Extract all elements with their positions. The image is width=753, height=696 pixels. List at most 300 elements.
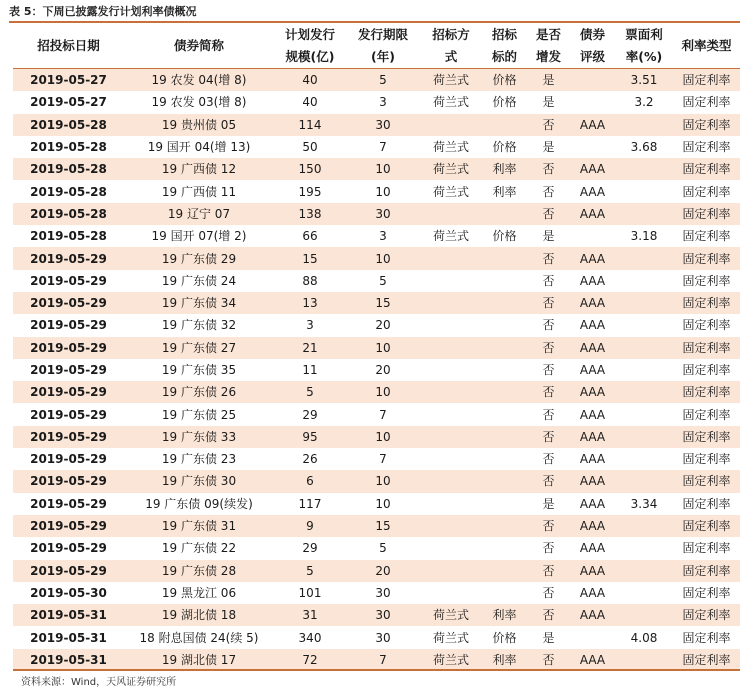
column-header [615, 24, 673, 69]
target-cell [482, 582, 527, 604]
term-cell: 3 [379, 95, 387, 110]
rate-type-cell: 固定利率 [673, 337, 740, 359]
rating-cell: AAA [579, 318, 606, 333]
date-cell: 2019-05-29 [30, 407, 107, 422]
rate-type-cell: 固定利率 [673, 203, 740, 225]
reissue-cell: 否 [527, 292, 570, 314]
table-row [13, 649, 740, 671]
bond-name-cell: 19 广东债 28 [124, 560, 274, 582]
target-cell: 价格 [492, 95, 517, 110]
size-cell: 26 [302, 452, 318, 467]
reissue-cell: 否 [542, 363, 555, 377]
coupon-cell [615, 426, 673, 448]
size-cell: 95 [274, 426, 346, 448]
size-cell: 88 [302, 273, 318, 288]
target-cell [482, 114, 527, 136]
reissue-cell: 是 [542, 95, 555, 110]
size-cell: 340 [298, 630, 322, 645]
bond-name-cell: 19 广东债 33 [124, 426, 274, 448]
rating-cell: AAA [579, 452, 606, 467]
method-cell: 荷兰式 [432, 140, 469, 155]
table-row [13, 493, 740, 515]
column-header [13, 24, 124, 69]
date-cell: 2019-05-29 [13, 560, 124, 582]
target-cell [482, 203, 527, 225]
coupon-cell [615, 337, 673, 359]
term-cell: 5 [379, 273, 387, 288]
coupon-cell [615, 180, 673, 202]
target-cell: 利率 [482, 158, 527, 180]
bond-name-cell: 19 广东债 23 [161, 452, 237, 467]
date-cell: 2019-05-31 [13, 604, 124, 626]
table-row [13, 314, 740, 336]
table-row [13, 381, 740, 403]
column-header-line1: 利率类型 [681, 38, 732, 53]
date-cell: 2019-05-27 [13, 69, 124, 92]
rate-type-cell: 固定利率 [673, 426, 740, 448]
coupon-cell [615, 515, 673, 537]
reissue-cell: 否 [542, 585, 555, 600]
term-cell: 10 [346, 158, 420, 180]
bond-name-cell: 18 附息国债 24(续 5) [139, 630, 259, 645]
table-row [13, 582, 740, 604]
target-cell: 价格 [492, 229, 517, 244]
column-header-line1: 招投标日期 [37, 38, 100, 53]
method-cell [420, 203, 482, 225]
date-cell: 2019-05-29 [13, 515, 124, 537]
method-cell [420, 448, 482, 470]
date-cell: 2019-05-29 [13, 426, 124, 448]
rate-type-cell: 固定利率 [673, 69, 740, 92]
column-header [124, 24, 274, 69]
bond-name-cell: 19 广东债 31 [124, 515, 274, 537]
date-cell: 2019-05-28 [30, 184, 107, 199]
size-cell: 9 [274, 515, 346, 537]
table-row [13, 247, 740, 269]
rating-cell: AAA [579, 496, 606, 511]
size-cell: 6 [274, 470, 346, 492]
reissue-cell: 否 [527, 560, 570, 582]
size-cell: 40 [302, 95, 318, 110]
rating-cell [570, 69, 615, 92]
reissue-cell: 否 [527, 426, 570, 448]
method-cell [420, 314, 482, 336]
bond-name-cell: 19 湖北债 17 [124, 649, 274, 671]
method-cell: 荷兰式 [420, 604, 482, 626]
date-cell: 2019-05-28 [13, 158, 124, 180]
term-cell: 10 [346, 470, 420, 492]
date-cell: 2019-05-28 [13, 203, 124, 225]
bottom-divider [13, 669, 740, 671]
date-cell: 2019-05-29 [30, 452, 107, 467]
coupon-cell [615, 359, 673, 381]
method-cell [420, 292, 482, 314]
target-cell [482, 493, 527, 515]
date-cell: 2019-05-31 [13, 649, 124, 671]
coupon-cell: 3.2 [634, 95, 654, 110]
coupon-cell: 4.08 [630, 630, 658, 645]
size-cell: 195 [298, 184, 322, 199]
term-cell: 7 [379, 140, 387, 155]
term-cell: 10 [346, 381, 420, 403]
date-cell: 2019-05-30 [30, 585, 107, 600]
reissue-cell: 否 [527, 247, 570, 269]
rate-type-cell: 固定利率 [682, 407, 731, 422]
reissue-cell: 否 [542, 318, 555, 333]
bond-name-cell: 19 国开 07(增 2) [151, 229, 247, 244]
column-header [482, 24, 527, 69]
table-row [13, 225, 740, 247]
method-cell [420, 560, 482, 582]
bond-name-cell: 19 湖北债 18 [124, 604, 274, 626]
size-cell: 138 [274, 203, 346, 225]
term-cell: 30 [375, 585, 391, 600]
method-cell: 荷兰式 [432, 184, 469, 199]
rate-type-cell: 固定利率 [673, 470, 740, 492]
rating-cell: AAA [570, 649, 615, 671]
table-row [13, 448, 740, 470]
term-cell: 5 [346, 69, 420, 92]
rate-type-cell: 固定利率 [682, 452, 731, 467]
rate-type-cell: 固定利率 [673, 604, 740, 626]
bond-name-cell: 19 广东债 34 [124, 292, 274, 314]
target-cell [482, 314, 527, 336]
column-header-line1: 计划发行 [284, 27, 335, 42]
method-cell [420, 114, 482, 136]
term-cell: 7 [379, 407, 387, 422]
method-cell: 荷兰式 [420, 158, 482, 180]
table-row [13, 270, 740, 292]
method-cell [420, 381, 482, 403]
size-cell: 101 [298, 585, 322, 600]
date-cell: 2019-05-29 [30, 496, 107, 511]
column-header [346, 24, 420, 69]
method-cell [420, 515, 482, 537]
reissue-cell: 否 [527, 604, 570, 626]
target-cell [482, 537, 527, 559]
rating-cell: AAA [570, 560, 615, 582]
column-header-line2: 式 [444, 49, 458, 64]
term-cell: 30 [346, 604, 420, 626]
reissue-cell: 否 [542, 184, 555, 199]
coupon-cell [615, 470, 673, 492]
bond-name-cell: 19 广东债 29 [124, 247, 274, 269]
table-row [13, 158, 740, 180]
method-cell [420, 493, 482, 515]
table-row [13, 537, 740, 559]
coupon-cell [615, 403, 673, 425]
column-header [570, 24, 615, 69]
coupon-cell [615, 381, 673, 403]
rating-cell: AAA [570, 292, 615, 314]
rating-cell: AAA [579, 273, 606, 288]
rate-type-cell: 固定利率 [673, 560, 740, 582]
target-cell: 价格 [492, 630, 517, 645]
target-cell [482, 359, 527, 381]
term-cell: 10 [375, 496, 391, 511]
table-row [13, 515, 740, 537]
date-cell: 2019-05-29 [30, 541, 107, 556]
coupon-cell [615, 247, 673, 269]
rating-cell: AAA [570, 114, 615, 136]
column-header-line1: 招标 [491, 27, 517, 42]
term-cell: 5 [379, 541, 387, 556]
column-header-line1: 债券 [579, 27, 605, 42]
rate-type-cell: 固定利率 [682, 363, 731, 377]
method-cell [420, 270, 482, 292]
bond-name-cell: 19 广东债 25 [161, 407, 237, 422]
rating-cell: AAA [570, 247, 615, 269]
date-cell: 2019-05-29 [30, 318, 107, 333]
bond-name-cell: 19 农发 03(增 8) [151, 95, 247, 110]
column-header-line1: 招标方 [432, 27, 470, 42]
method-cell [420, 470, 482, 492]
table-row [13, 359, 740, 381]
rating-cell: AAA [579, 407, 606, 422]
table-row [13, 292, 740, 314]
coupon-cell [615, 649, 673, 671]
coupon-cell: 3.51 [615, 69, 673, 92]
rate-type-cell: 固定利率 [673, 158, 740, 180]
term-cell: 7 [379, 452, 387, 467]
rating-cell [570, 225, 615, 247]
date-cell: 2019-05-29 [13, 381, 124, 403]
size-cell: 50 [302, 140, 318, 155]
term-cell: 10 [346, 426, 420, 448]
bond-name-cell: 19 辽宁 07 [124, 203, 274, 225]
bond-name-cell: 19 广西债 11 [161, 184, 237, 199]
target-cell: 利率 [492, 184, 517, 199]
term-cell: 10 [346, 337, 420, 359]
reissue-cell: 否 [542, 541, 555, 556]
date-cell: 2019-05-29 [13, 292, 124, 314]
target-cell [482, 515, 527, 537]
bond-name-cell: 19 广西债 12 [124, 158, 274, 180]
method-cell [420, 582, 482, 604]
size-cell: 3 [306, 318, 314, 333]
column-header-line2: 率(%) [625, 49, 663, 64]
coupon-cell: 3.18 [630, 229, 658, 244]
column-header-line2: 标的 [491, 49, 517, 64]
rate-type-cell: 固定利率 [673, 247, 740, 269]
target-cell [482, 560, 527, 582]
size-cell: 29 [302, 407, 318, 422]
size-cell: 150 [274, 158, 346, 180]
table-row [13, 69, 740, 92]
reissue-cell: 是 [542, 229, 555, 244]
coupon-cell [615, 203, 673, 225]
date-cell: 2019-05-28 [30, 229, 107, 244]
reissue-cell: 否 [527, 470, 570, 492]
target-cell: 利率 [482, 649, 527, 671]
term-cell: 30 [375, 630, 391, 645]
term-cell: 20 [346, 560, 420, 582]
coupon-cell [615, 270, 673, 292]
column-header [274, 24, 346, 69]
coupon-cell: 3.34 [630, 496, 658, 511]
reissue-cell: 否 [527, 337, 570, 359]
rating-cell: AAA [579, 184, 606, 199]
method-cell [420, 426, 482, 448]
bond-name-cell: 19 广东债 35 [161, 363, 237, 377]
table-title: 表 5：下周已披露发行计划利率债概况 [9, 5, 197, 18]
reissue-cell: 是 [542, 496, 555, 511]
size-cell: 13 [274, 292, 346, 314]
reissue-cell: 是 [542, 140, 555, 155]
coupon-cell: 3.68 [630, 140, 658, 155]
coupon-cell [615, 314, 673, 336]
column-header-line1: 债券简称 [173, 38, 224, 53]
target-cell [482, 426, 527, 448]
bond-name-cell: 19 广东债 26 [124, 381, 274, 403]
table-body [13, 69, 740, 672]
bond-name-cell: 19 广东债 24 [161, 273, 237, 288]
coupon-cell [615, 448, 673, 470]
term-cell: 20 [375, 318, 391, 333]
reissue-cell: 否 [542, 273, 555, 288]
rating-cell: AAA [579, 585, 606, 600]
column-header-line2: 评级 [579, 49, 605, 64]
method-cell [420, 337, 482, 359]
table-row [13, 114, 740, 136]
size-cell: 11 [302, 363, 318, 377]
rating-cell: AAA [570, 337, 615, 359]
date-cell: 2019-05-27 [30, 95, 107, 110]
rating-cell: AAA [570, 203, 615, 225]
rate-type-cell: 固定利率 [682, 229, 731, 244]
table-row [13, 470, 740, 492]
title-divider [9, 21, 740, 23]
date-cell: 2019-05-29 [13, 247, 124, 269]
rate-type-cell: 固定利率 [682, 496, 731, 511]
size-cell: 66 [302, 229, 318, 244]
rating-cell [570, 136, 615, 158]
rating-cell: AAA [579, 541, 606, 556]
rate-type-cell: 固定利率 [673, 381, 740, 403]
target-cell [482, 337, 527, 359]
table-header [13, 24, 740, 69]
column-header [420, 24, 482, 69]
bond-name-cell: 19 广东债 09(续发) [145, 496, 253, 511]
rate-type-cell: 固定利率 [682, 273, 731, 288]
reissue-cell: 是 [527, 69, 570, 92]
rating-cell [570, 91, 615, 113]
target-cell: 价格 [492, 140, 517, 155]
term-cell: 15 [346, 292, 420, 314]
coupon-cell [615, 560, 673, 582]
bond-name-cell: 19 广东债 27 [124, 337, 274, 359]
term-cell: 15 [346, 515, 420, 537]
table-row [13, 337, 740, 359]
column-header-line1: 发行期限 [357, 27, 408, 42]
size-cell: 5 [274, 560, 346, 582]
term-cell: 30 [346, 114, 420, 136]
method-cell [420, 537, 482, 559]
reissue-cell: 否 [527, 649, 570, 671]
rate-type-cell: 固定利率 [682, 630, 731, 645]
target-cell [482, 292, 527, 314]
table-row [13, 604, 740, 626]
target-cell: 价格 [482, 69, 527, 92]
table-row [13, 136, 740, 158]
target-cell [482, 270, 527, 292]
bond-name-cell: 19 广东债 30 [124, 470, 274, 492]
reissue-cell: 否 [527, 381, 570, 403]
table-row [13, 91, 740, 113]
target-cell [482, 403, 527, 425]
rating-cell: AAA [570, 381, 615, 403]
bond-name-cell: 19 黑龙江 06 [161, 585, 237, 600]
rating-cell: AAA [570, 158, 615, 180]
coupon-cell [615, 114, 673, 136]
date-cell: 2019-05-29 [13, 337, 124, 359]
bond-issuance-table [13, 24, 740, 671]
coupon-cell [615, 582, 673, 604]
rate-type-cell: 固定利率 [673, 292, 740, 314]
column-header-line2: 增发 [535, 49, 561, 64]
reissue-cell: 否 [527, 114, 570, 136]
reissue-cell: 否 [542, 407, 555, 422]
size-cell: 117 [298, 496, 322, 511]
table-row [13, 560, 740, 582]
column-header [673, 24, 740, 69]
date-cell: 2019-05-31 [30, 630, 107, 645]
reissue-cell: 否 [527, 203, 570, 225]
rate-type-cell: 固定利率 [682, 95, 731, 110]
date-cell: 2019-05-28 [13, 114, 124, 136]
method-cell: 荷兰式 [432, 229, 469, 244]
column-header-line2: (年) [371, 49, 395, 64]
column-header-line2: 规模(亿) [285, 49, 335, 64]
date-cell: 2019-05-29 [30, 363, 107, 377]
term-cell: 7 [346, 649, 420, 671]
size-cell: 29 [302, 541, 318, 556]
method-cell [420, 403, 482, 425]
table-row [13, 403, 740, 425]
term-cell: 30 [346, 203, 420, 225]
target-cell [482, 247, 527, 269]
size-cell: 72 [274, 649, 346, 671]
coupon-cell [615, 604, 673, 626]
coupon-cell [615, 158, 673, 180]
date-cell: 2019-05-28 [30, 140, 107, 155]
reissue-cell: 否 [527, 158, 570, 180]
size-cell: 40 [274, 69, 346, 92]
coupon-cell [615, 292, 673, 314]
method-cell: 荷兰式 [420, 69, 482, 92]
reissue-cell: 否 [542, 452, 555, 467]
method-cell [420, 247, 482, 269]
rating-cell: AAA [570, 426, 615, 448]
size-cell: 21 [274, 337, 346, 359]
term-cell: 3 [379, 229, 387, 244]
header-row [13, 24, 740, 69]
source-note: 资料来源：Wind，天风证券研究所 [21, 677, 177, 688]
reissue-cell: 是 [542, 630, 555, 645]
bond-name-cell: 19 贵州债 05 [124, 114, 274, 136]
date-cell: 2019-05-29 [30, 273, 107, 288]
bond-name-cell: 19 广东债 22 [161, 541, 237, 556]
size-cell: 15 [274, 247, 346, 269]
table-row [13, 203, 740, 225]
term-cell: 10 [346, 247, 420, 269]
rate-type-cell: 固定利率 [673, 114, 740, 136]
table-row [13, 180, 740, 202]
size-cell: 31 [274, 604, 346, 626]
rating-cell: AAA [570, 470, 615, 492]
column-header-line1: 是否 [535, 27, 561, 42]
target-cell [482, 470, 527, 492]
